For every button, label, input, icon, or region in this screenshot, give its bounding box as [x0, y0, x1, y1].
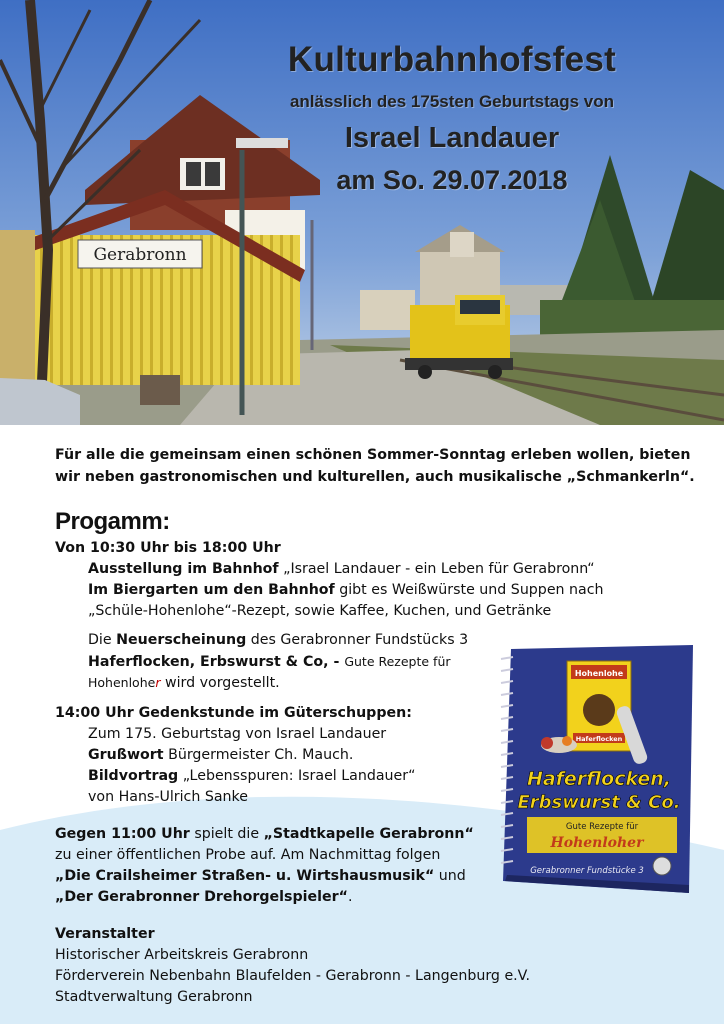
program-heading: Progamm: — [55, 508, 170, 535]
new-release-label: Neuerscheinung — [116, 632, 247, 648]
music-and: und — [434, 868, 466, 884]
organizer-item: Förderverein Nebenbahn Blaufelden - Gerabronn - Langenburg e.V. — [55, 968, 531, 984]
greeting-label: Grußwort — [88, 747, 164, 763]
music-line-3 — [55, 868, 466, 884]
organizer-item: Historischer Arbeitskreis Gerabronn — [55, 947, 309, 963]
book-subtitle: Gute Rezepte für — [344, 654, 451, 669]
new-release-pre: Die — [88, 632, 117, 648]
book-cover-title-2: Erbswurst & Co. — [517, 792, 681, 813]
exhibit-line — [88, 561, 595, 577]
talk-line — [88, 768, 415, 784]
talk-label: Bildvortrag — [88, 768, 179, 784]
event-date: am So. 29.07.2018 — [336, 165, 568, 195]
event-subtitle: anlässlich des 175sten Geburtstags von — [289, 92, 615, 111]
organizers-heading: Veranstalter — [55, 926, 155, 942]
book-region: Hohenlohe — [88, 675, 156, 690]
talk-text: „Lebensspuren: Israel Landauer“ — [178, 768, 416, 784]
pack-label: Haferflocken — [575, 735, 623, 743]
hero-photo — [0, 0, 724, 425]
exhibit-text: „Israel Landauer - ein Leben für Gerabronn“ — [278, 561, 595, 577]
new-release-line — [88, 632, 468, 648]
book-line — [88, 654, 451, 670]
garden-line-2: „Schüle-Hohenlohe“-Rezept, sowie Kaffee, Kuchen, und Getränke — [88, 603, 552, 619]
book-cover-tagline: Gute Rezepte für — [565, 822, 639, 832]
talk-speaker: von Hans-Ulrich Sanke — [88, 789, 248, 805]
new-release-text: des Gerabronner Fundstücks 3 — [246, 632, 469, 648]
book-presented: wird vorgestellt. — [160, 675, 280, 691]
music-line-2: zu einer öffentlichen Probe auf. Am Nachmittag folgen — [55, 847, 441, 863]
exhibit-label: Ausstellung im Bahnhof — [88, 561, 279, 577]
book-cover-series: Gerabronner Fundstücke 3 — [530, 866, 644, 876]
block1-time: Von 10:30 Uhr bis 18:00 Uhr — [55, 540, 281, 556]
music-time: Gegen 11:00 Uhr — [55, 826, 190, 842]
station-sign: Gerabronn — [93, 245, 187, 265]
block2-time: 14:00 Uhr Gedenkstunde im Güterschuppen: — [55, 705, 412, 721]
honoree-name: Israel Landauer — [344, 122, 560, 154]
book-region-suffix: r — [155, 675, 161, 690]
book-cover-title-1: Haferflocken, — [526, 768, 672, 790]
book-title: Haferflocken, Erbswurst & Co, - — [88, 654, 345, 670]
greeting-line — [88, 747, 353, 763]
locomotive — [405, 295, 513, 379]
pack-brand: Hohenlohe — [574, 669, 624, 678]
garden-line — [88, 582, 604, 598]
organizer-item: Stadtverwaltung Gerabronn — [55, 989, 253, 1005]
garden-text: gibt es Weißwürste und Suppen nach — [334, 582, 604, 598]
book-cover — [497, 645, 693, 893]
intro-text: Für alle die gemeinsam einen schönen Sommer-Sonntag erleben wollen, bieten wir neben gastronomischen und kulturellen, auch musikalische „Schmankerln“. — [55, 447, 695, 485]
birthday-line: Zum 175. Geburtstag von Israel Landauer — [88, 726, 387, 742]
music-line-1 — [55, 826, 474, 842]
book-cover-script: Hohenloher — [550, 835, 644, 851]
music-period: . — [347, 889, 353, 905]
music-band-3: „Der Gerabronner Drehorgelspieler“ — [55, 889, 348, 905]
music-band-1: „Stadtkapelle Gerabronn“ — [263, 826, 474, 842]
music-band-2: „Die Crailsheimer Straßen- u. Wirtshausmusik“ — [55, 868, 435, 884]
greeting-text: Bürgermeister Ch. Mauch. — [163, 747, 354, 763]
event-title: Kulturbahnhofsfest — [287, 40, 617, 79]
music-line-4 — [55, 889, 352, 905]
garden-label: Im Biergarten um den Bahnhof — [88, 582, 335, 598]
music-mid: spielt die — [189, 826, 264, 842]
book-line-2 — [88, 675, 280, 691]
